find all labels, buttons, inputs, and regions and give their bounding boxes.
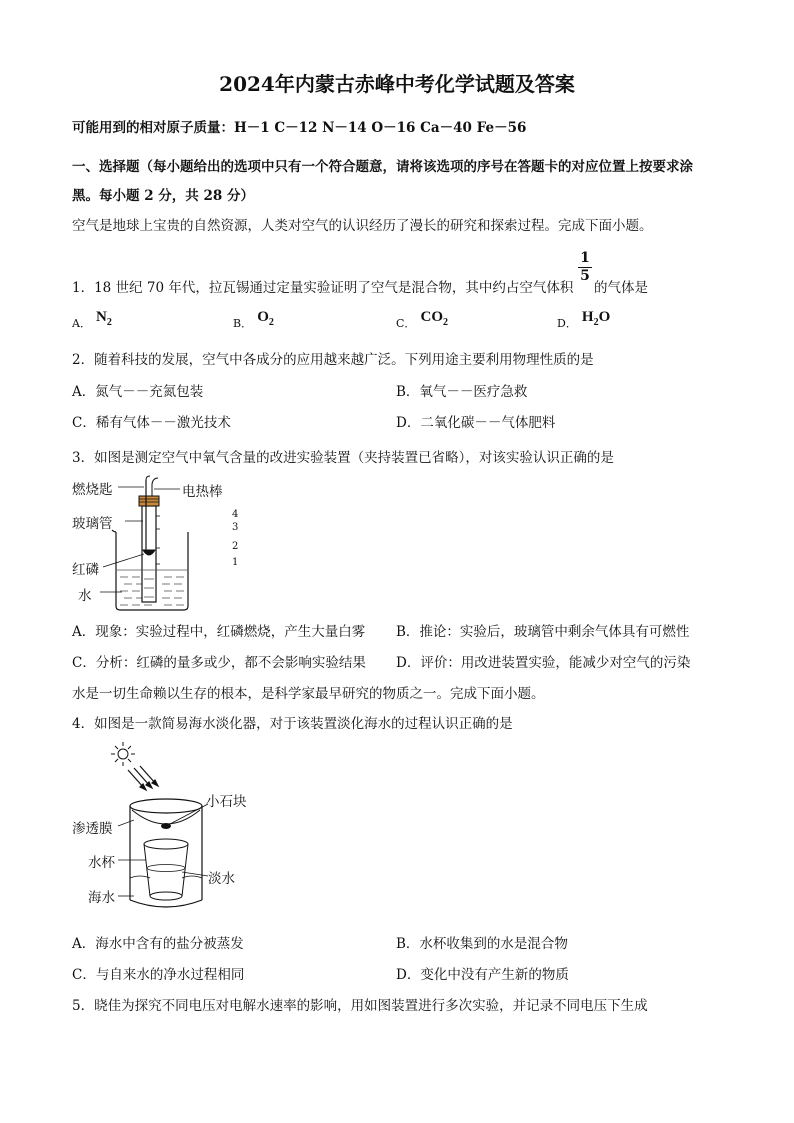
label-glass-tube: 玻璃管 <box>72 516 113 532</box>
q2-option-d[interactable]: D．二氧化碳－－气体肥料 <box>396 415 556 431</box>
label-sea-water: 海水 <box>88 890 115 906</box>
sun-icon <box>111 742 135 766</box>
label-water-cup: 水杯 <box>88 855 115 871</box>
page-title: 2024年内蒙古赤峰中考化学试题及答案 <box>219 72 575 96</box>
q4-stem: 4．如图是一款简易海水淡化器，对于该装置淡化海水的过程认识正确的是 <box>72 716 513 732</box>
q3-option-d[interactable]: D．评价：用改进装置实验，能减少对空气的污染 <box>396 655 691 671</box>
oxygen-measurement-apparatus <box>70 474 270 614</box>
q1-option-c[interactable]: C． $CO_2$ <box>396 309 449 330</box>
q2-option-a[interactable]: A．氮气－－充氮包装 <box>72 384 204 400</box>
q2-stem: 2．随着科技的发展，空气中各成分的应用越来越广泛。下列用途主要利用物理性质的是 <box>72 352 594 368</box>
mark-3: 3 <box>232 522 239 533</box>
q5-stem: 5．晓佳为探究不同电压对电解水速率的影响，用如图装置进行多次实验，并记录不同电压下生成 <box>72 998 648 1014</box>
label-fresh-water: 淡水 <box>208 871 235 887</box>
label-water: 水 <box>78 588 92 604</box>
q1-option-d[interactable]: D． $H_2O$ <box>557 309 611 330</box>
q1-stem-a: 1．18 世纪 70 年代，拉瓦锡通过定量实验证明了空气是混合物，其中约占空气体积 <box>72 280 574 296</box>
fraction-numerator: 1 <box>580 250 590 266</box>
fraction-denominator: 5 <box>578 267 592 285</box>
q1-option-a[interactable]: A． $N_2$ <box>72 309 112 330</box>
q3-option-a[interactable]: A．现象：实验过程中，红磷燃烧，产生大量白雾 <box>72 624 366 640</box>
section-heading-line2: 黑。每小题 2 分，共 28 分） <box>72 188 254 204</box>
mark-2: 2 <box>232 541 239 552</box>
intro-water: 水是一切生命赖以生存的根本，是科学家最早研究的物质之一。完成下面小题。 <box>72 686 545 702</box>
q3-option-b[interactable]: B．推论：实验后，玻璃管中剩余气体具有可燃性 <box>396 624 690 640</box>
fraction-one-fifth <box>578 250 592 285</box>
section-heading-line1: 一、选择题（每小题给出的选项中只有一个符合题意，请将该选项的序号在答题卡的对应位置上按要求涂 <box>72 159 693 175</box>
q2-option-c[interactable]: C．稀有气体－－激光技术 <box>72 415 231 431</box>
q2-option-b[interactable]: B．氧气－－医疗急救 <box>396 384 528 400</box>
label-combustion-spoon: 燃烧匙 <box>72 482 113 498</box>
intro-air: 空气是地球上宝贵的自然资源，人类对空气的认识经历了漫长的研究和探索过程。完成下面小题。 <box>72 218 653 234</box>
label-small-stone: 小石块 <box>206 794 247 810</box>
mark-4: 4 <box>232 509 239 520</box>
atomic-mass-line: 可能用到的相对原子质量：H－1 C－12 N－14 O－16 Ca－40 Fe－56 <box>72 120 527 136</box>
q4-option-b[interactable]: B．水杯收集到的水是混合物 <box>396 936 568 952</box>
q4-option-c[interactable]: C．与自来水的净水过程相同 <box>72 967 245 983</box>
label-osmosis-membrane: 渗透膜 <box>72 821 113 837</box>
q4-option-a[interactable]: A．海水中含有的盐分被蒸发 <box>72 936 244 952</box>
label-heating-rod: 电热棒 <box>182 484 223 500</box>
q4-option-d[interactable]: D．变化中没有产生新的物质 <box>396 967 569 983</box>
q1-option-b[interactable]: B． $O_2$ <box>233 309 274 330</box>
label-red-phosphorus: 红磷 <box>72 562 99 578</box>
q1-stem-b: 的气体是 <box>594 280 648 296</box>
mark-1: 1 <box>232 557 239 568</box>
q3-option-c[interactable]: C．分析：红磷的量多或少，都不会影响实验结果 <box>72 655 366 671</box>
desalination-device <box>70 738 270 923</box>
q3-stem: 3．如图是测定空气中氧气含量的改进实验装置（夹持装置已省略），对该实验认识正确的是 <box>72 450 614 466</box>
